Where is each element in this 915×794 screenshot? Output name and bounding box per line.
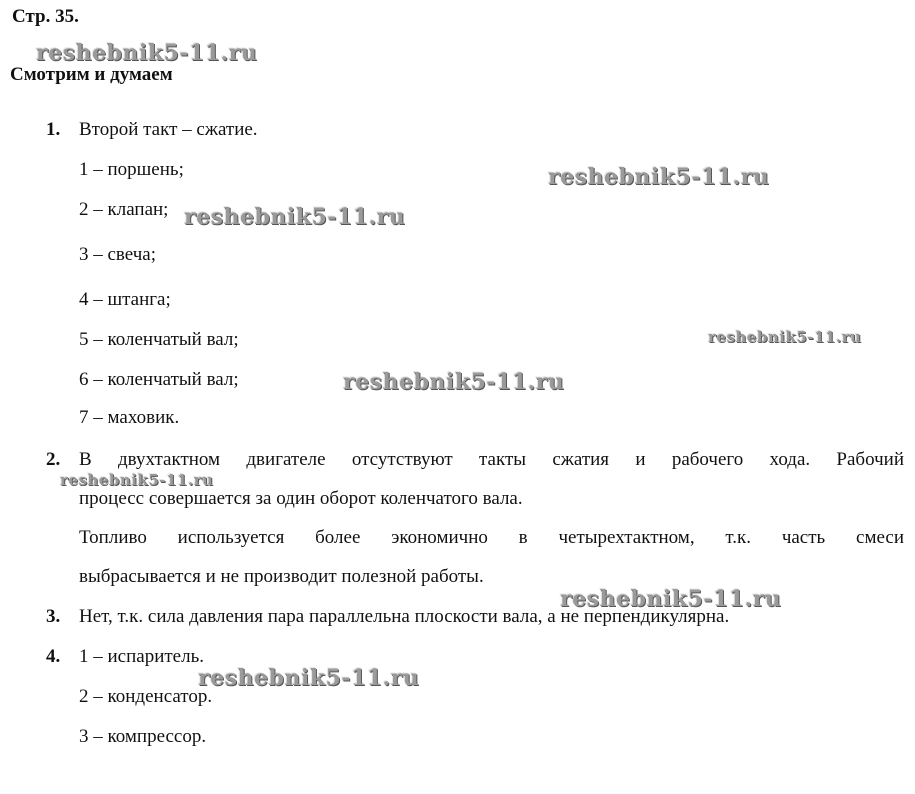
item-line: 4 – штанга; — [79, 289, 171, 310]
watermark: reshebnik5-11.ru — [184, 204, 406, 230]
watermark: reshebnik5-11.ru — [708, 328, 862, 346]
watermark: reshebnik5-11.ru — [548, 164, 770, 190]
item-line: 7 – маховик. — [79, 407, 180, 428]
watermark: reshebnik5-11.ru — [198, 665, 420, 691]
item-number: 2. — [46, 449, 61, 470]
watermark: reshebnik5-11.ru — [60, 471, 214, 489]
item-line: 2 – конденсатор. — [79, 686, 213, 707]
item-line: Второй такт – сжатие. — [79, 119, 258, 140]
item-line: В двухтактном двигателе отсутствуют такты сжатия и рабочего хода. Рабочий — [79, 449, 904, 470]
item-line: 3 – свеча; — [79, 244, 157, 265]
watermark: reshebnik5-11.ru — [560, 586, 782, 612]
item-line: выбрасывается и не производит полезной работы. — [79, 566, 484, 587]
item-number: 3. — [46, 606, 61, 627]
item-line: 1 – испаритель. — [79, 646, 205, 667]
item-number: 4. — [46, 646, 61, 667]
item-line: Нет, т.к. сила давления пара параллельна плоскости вала, а не перпендикулярна. — [79, 606, 730, 627]
item-line: 1 – поршень; — [79, 159, 184, 180]
item-line: 2 – клапан; — [79, 199, 169, 220]
section-title: Смотрим и думаем — [10, 64, 173, 85]
item-number: 1. — [46, 119, 61, 140]
item-line: 6 – коленчатый вал; — [79, 369, 239, 390]
item-line: Топливо используется более экономично в четырехтактном, т.к. часть смеси — [79, 527, 904, 548]
page-number: Стр. 35. — [12, 6, 79, 27]
watermark: reshebnik5-11.ru — [343, 369, 565, 395]
item-line: 5 – коленчатый вал; — [79, 329, 239, 350]
item-line: 3 – компрессор. — [79, 726, 207, 747]
watermark: reshebnik5-11.ru — [36, 40, 258, 66]
item-line: процесс совершается за один оборот коленчатого вала. — [79, 488, 523, 509]
